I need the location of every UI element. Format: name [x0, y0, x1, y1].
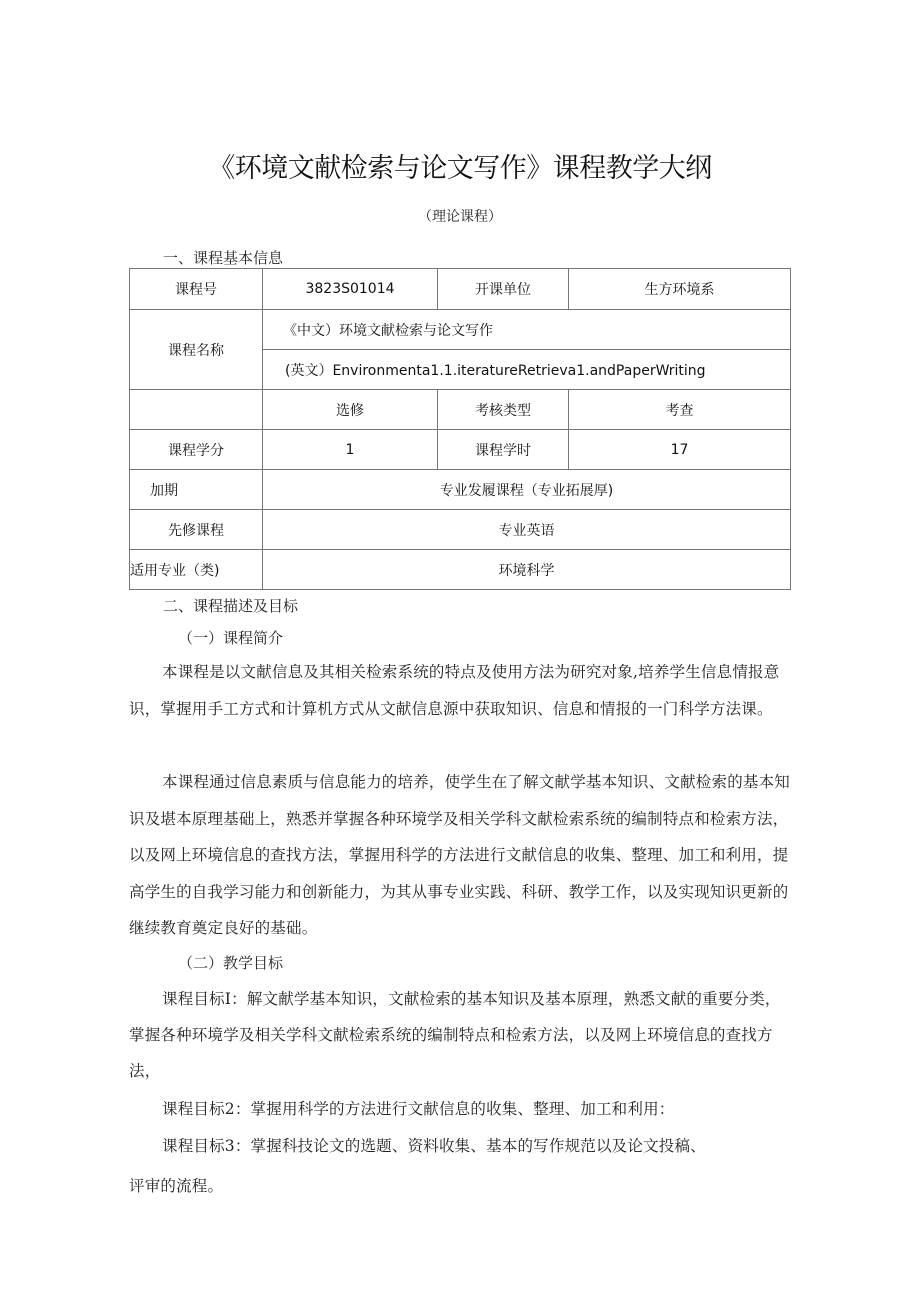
- assessment-type-value: 考查: [569, 390, 791, 430]
- table-row: [130, 310, 791, 350]
- intro-paragraph-2: 本课程通过信息素质与信息能力的培养，使学生在了解文献学基本知识、文献检索的基本知识及堪本原理基础上，熟悉并掌握各种环境学及相关学科文献检索系统的编制特点和检索方法，以及网上环境信息的查找方法，掌握用科学的方法进行文献信息的收集、整理、加工和利用，提高学生的自我学习能力和创新能力，为其从事专业实践、科研、教学工作，以及实现知识更新的继续教育奠定良好的基础。: [129, 773, 791, 937]
- table-row: [130, 430, 791, 470]
- department-label: 开课单位: [438, 269, 569, 310]
- table-row: [130, 470, 791, 510]
- applicable-major-label: 适用专业（类): [130, 550, 263, 590]
- intro-paragraph-1: 本课程是以文献信息及其相关检索系统的特点及使用方法为研究对象,培养学生信息情报意识，掌握用手工方式和计算机方式从文献信息源中获取知识、信息和情报的一门科学方法课。: [129, 663, 780, 718]
- prerequisite-label: 先修课程: [130, 510, 263, 550]
- table-row: [130, 510, 791, 550]
- hours-value: 17: [569, 430, 791, 470]
- department-value: 生方环境系: [569, 269, 791, 310]
- course-name-label: 课程名称: [130, 310, 263, 390]
- section1-heading: 一、课程基本信息: [163, 249, 284, 267]
- objective-1: 课程目标I：解文献学基本知识，文献检索的基本知识及基本原理，熟悉文献的重要分类，掌握各种环境学及相关学科文献检索系统的编制特点和检索方法，以及网上环境信息的查找方法，: [129, 990, 781, 1080]
- assessment-type-label: 考核类型: [438, 390, 569, 430]
- objectives-heading: （二）教学目标: [178, 954, 284, 972]
- category-value: 专业发履课程（专业拓展厚): [263, 470, 791, 510]
- course-info-table: [129, 268, 791, 590]
- hours-label: 课程学时: [438, 430, 569, 470]
- table-row: [130, 550, 791, 590]
- intro-heading: （一）课程简介: [178, 629, 284, 647]
- category-label: 加期: [130, 470, 263, 510]
- document-title: 《环境文献检索与论文写作》课程教学大纲: [208, 153, 712, 184]
- course-type-label: [130, 390, 263, 430]
- credits-value: 1: [263, 430, 438, 470]
- document-subtitle: （理论课程）: [418, 209, 502, 225]
- table-row: [130, 269, 791, 310]
- prerequisite-value: 专业英语: [263, 510, 791, 550]
- objective-3: 课程目标3：掌握科技论文的选题、资料收集、基本的写作规范以及论文投稿、: [162, 1137, 706, 1155]
- course-name-english: (英文）Environmenta1.1.iteratureRetrieva1.andPaperWriting: [263, 350, 791, 390]
- objective-2: 课程目标2：掌握用科学的方法进行文献信息的收集、整理、加工和利用：: [162, 1100, 675, 1118]
- course-code-value: 3823S01014: [263, 269, 438, 310]
- course-type-value: 选修: [263, 390, 438, 430]
- objective-3-continued: 评审的流程。: [129, 1177, 224, 1195]
- credits-label: 课程学分: [130, 430, 263, 470]
- course-code-label: 课程号: [130, 269, 263, 310]
- applicable-major-value: 环境科学: [263, 550, 791, 590]
- table-row: [130, 390, 791, 430]
- course-name-chinese: 《中文）环境文献检索与论文写作: [263, 310, 791, 350]
- section2-heading: 二、课程描述及目标: [163, 597, 299, 615]
